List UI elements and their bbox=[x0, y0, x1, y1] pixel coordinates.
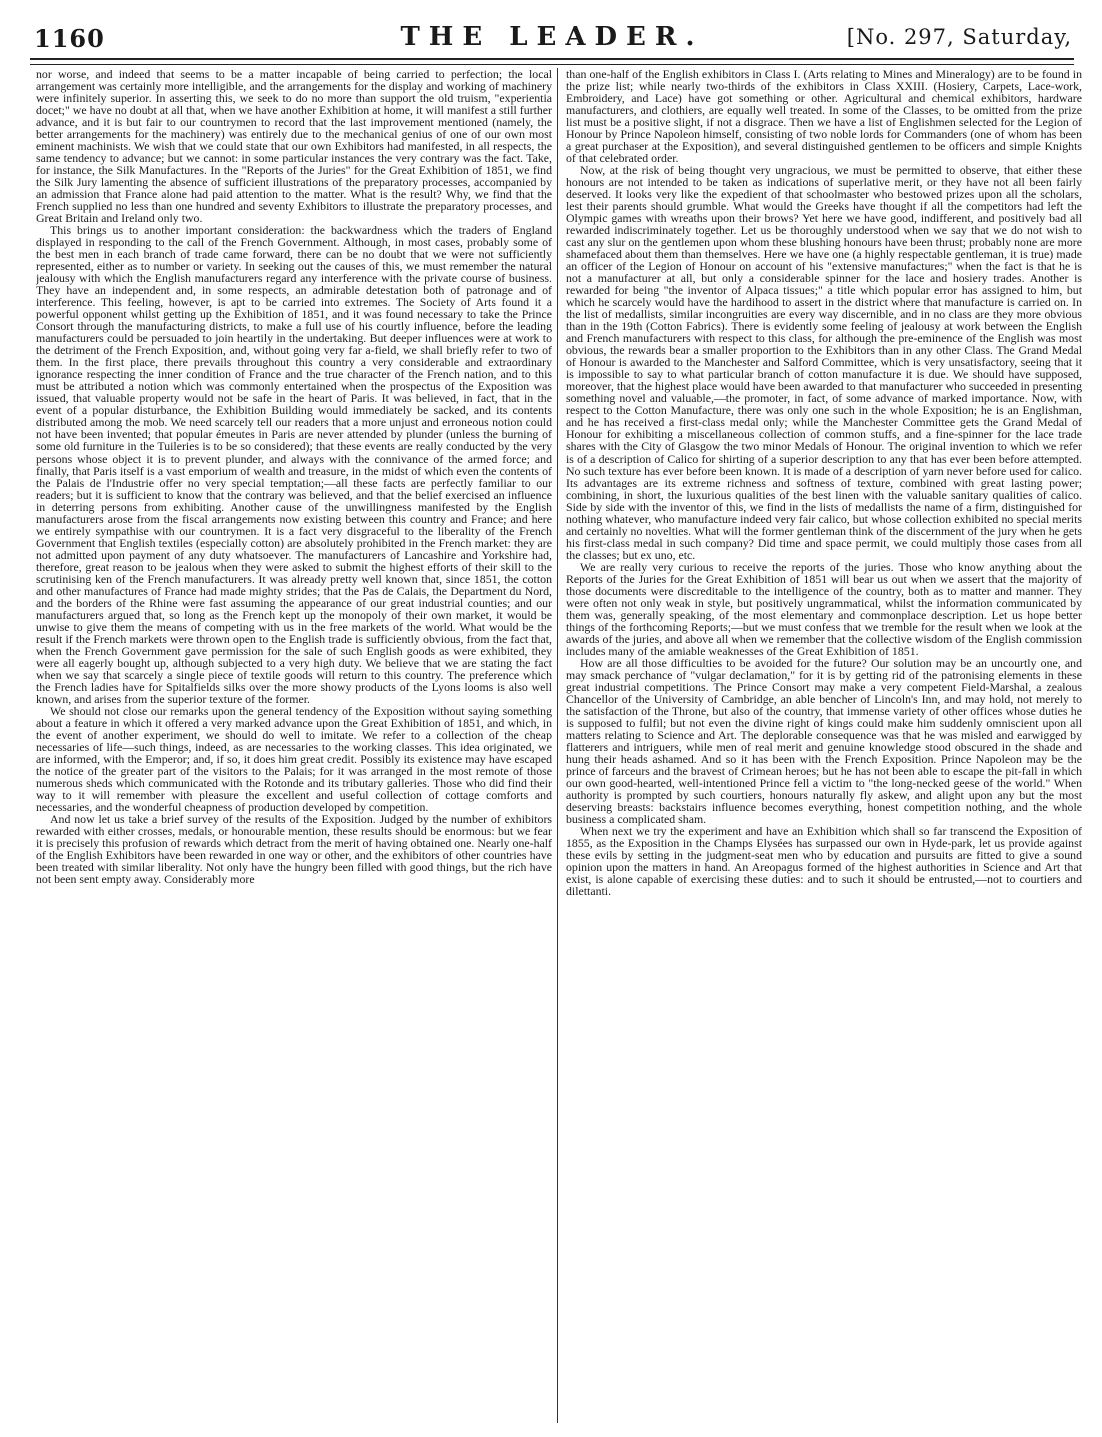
issue-label: [No. 297, Saturday, bbox=[846, 25, 1072, 49]
column-divider bbox=[557, 68, 558, 1423]
article-paragraph: nor worse, and indeed that seems to be a matter incapable of being carried to perfection; the local arrangement was certainly more intelligible, and the arrangements for the display and working of machinery were infinitely superior. In asserting this, we seek to do no more than support the old truism, "experientia docet;" we have no doubt at all that, when we have another Exhibition at home, it will manifest a still further advance, and it is but fair to our countrymen to record that the last improvement mentioned (namely, the better arrangements for the machinery) was entirely due to the mechanical genius of one of our own most eminent machinists. We wish that we could state that our own Exhibitors had manifested, in all respects, the same tendency to advance; but we cannot: in some particular instances the very contrary was the fact. Take, for instance, the Silk Manufactures. In the "Reports of the Juries" for the Great Exhibition of 1851, we find the Silk Jury lamenting the absence of sufficient illustrations of the preparatory processes, accompanied by an admission that France alone had paid attention to the matter. What is the result? Why, we find that the French supplied no less than one hundred and seventy Exhibitors to illustrate the preparatory processes, and Great Britain and Ireland only two. bbox=[36, 68, 552, 226]
article-paragraph: How are all those difficulties to be avoided for the future? Our solution may be an uncourtly one, and may smack perchance of "vulgar declamation," for it is by getting rid of the patronising elements in these great industrial competitions. The Prince Consort may make a very competent Field-Marshal, a zealous Chancellor of the University of Cambridge, an able bencher of Lincoln's Inn, and may hold, not merely to the satisfaction of the Throne, but also of the country, that immense variety of other offices whose duties he is supposed to fulfil; but not even the divine right of kings could make him suddenly omniscient upon all matters relating to Science and Art. The deplorable consequence was that he was misled and earwigged by flatterers and intriguers, while men of real merit and genuine knowledge stood obscured in the shade and hung their heads ashamed. And so it has been with the French Exposition. Prince Napoleon may be the prince of farceurs and the bravest of Crimean heroes; but he has not been able to escape the pit-fall in which our own good-hearted, well-intentioned Prince fell a victim to "the long-necked geese of the world." When authority is prompted by such courtiers, honours naturally fly askew, and alight upon any but the most deserving breasts: backstairs influence becomes everything, honest competition nothing, and the whole business a complicated sham. bbox=[566, 655, 1082, 826]
article-paragraph: We are really very curious to receive the reports of the juries. Those who know anything about the Reports of the Juries for the Great Exhibition of 1851 will bear us out when we assert that the majority of those documents were discreditable to the intelligence of the country, both as to matter and manner. They were often not only weak in style, but positively ungrammatical, whilst the information communicated by them was, generally speaking, of the most elementary and commonplace description. Let us hope better things of the forthcoming Reports;—but we must confess that we tremble for the result when we look at the awards of the juries, and above all when we remember that the collective wisdom of the English commission includes many of the amiable weaknesses of the Great Exhibition of 1851. bbox=[566, 559, 1082, 658]
article-paragraph: Now, at the risk of being thought very ungracious, we must be permitted to observe, that either these honours are not intended to be taken as indications of superlative merit, or they have not all been fairly deserved. It looks very like the expedient of that schoolmaster who bestowed prizes upon all the scholars, lest their parents should grumble. What would the Greeks have thought if all the competitors had left the Olympic games with wreaths upon their brows? Yet here we have good, indifferent, and positively bad all rewarded indiscriminately together. Let us be thoroughly understood when we say that we do not wish to cast any slur on the gentlemen upon whom these blushing honours have been thrust; probably none are more shamefaced about them than themselves. Here we have one (a highly respectable gentleman, it is true) made an officer of the Legion of Honour on account of his "extensive manufactures;" when the fact is that he is not a manufacturer at all, but only a considerable spinner for the lace and hosiery trades. Another is rewarded for being "the inventor of Alpaca tissues;" a title which popular error has assigned to him, but which he scarcely would have the hardihood to assert in the district where that manufacture is carried on. In the list of medallists, similar incongruities are every way discernible, and in no class are they more obvious than in the 19th (Cotton Fabrics). There is evidently some feeling of jealousy at work between the English and French manufacturers with respect to this class, for although the pre-eminence of the English was most obvious, the rewards bear a smaller proportion to the Exhibitors than in any other Class. The Grand Medal of Honour is awarded to the Manchester and Salford Committee, which is very unsatisfactory, seeing that it is impossible to say to what particular branch of cotton manufacture it is due. We should have supposed, moreover, that the highest place would have been awarded to that manufacturer who succeeded in presenting something novel and valuable,—the promoter, in fact, of some advance of marked importance. Now, with respect to the Cotton Manufacture, there was only one such in the whole Exposition; he is an Englishman, and he has received a first-class medal only; while the Manchester Committee gets the Grand Medal of Honour for exhibiting a miscellaneous collection of common stuffs, and a fine-spinner for the lace trade shares with the City of Glasgow the two minor Medals of Honour. The original invention to which we refer is of a description of Calico for shirting of a superior description to any that has ever been before attempted. No such texture has ever before been known. It is made of a description of yarn never before used for calico. Its advantages are its extreme richness and softness of texture, combined with great lasting power; combining, in short, the luxurious qualities of the best linen with the valuable sanitary qualities of calico. Side by side with the inventor of this, we find in the lists of medallists the name of a firm, distinguished for nothing whatever, who manufacture indeed very fair calico, but whose collection exhibited no special merits and certainly no novelties. What will the former gentleman think of the discernment of the jury when he gets his first-class medal in such company? Did time and space permit, we could multiply those cases from all the classes; but ex uno, etc. bbox=[566, 163, 1082, 562]
masthead-title: THE LEADER. bbox=[400, 22, 704, 52]
article-paragraph: than one-half of the English exhibitors in Class I. (Arts relating to Mines and Mineralogy) are to be found in the prize list; while nearly two-thirds of the exhibitors in Class XXIII. (Hosiery, Carpets, Lace-work, Embroidery, and Lace) have got something or other. Agricultural and chemical exhibitors, hardware manufacturers, and clothiers, are equally well treated. In some of the Classes, to be omitted from the prize list must be a positive slight, if not a disgrace. Then we have a list of Englishmen selected for the Legion of Honour by Prince Napoleon himself, consisting of two noble lords for Commanders (one of whom has been a great purchaser at the Exposition), and several distinguished gentlemen to be officers and simple Knights of that celebrated order. bbox=[566, 68, 1082, 166]
article-paragraph: This brings us to another important consideration: the backwardness which the traders of England displayed in responding to the call of the French Government. Although, in most cases, probably some of the best men in each branch of trade came forward, there can be no doubt that we were not sufficiently represented, either as to number or variety. In seeking out the causes of this, we must remember the natural jealousy with which the English manufacturers regard any interference with the private course of business. They have an independent and, in some respects, an admirable detestation both of patronage and of interference. This feeling, however, is apt to be carried into extremes. The Society of Arts found it a powerful opponent whilst getting up the Exhibition of 1851, and it was found necessary to take the Prince Consort through the manufacturing districts, to make a full use of his courtly influence, before the leading manufacturers could be persuaded to join heartily in the undertaking. But deeper influences were at work to the detriment of the French Exposition, and, without going very far a-field, we shall briefly refer to two of them. In the first place, there prevails throughout this country a very considerable and extraordinary ignorance respecting the inner condition of France and the true character of the French nation, and to this must be attributed a notion which was commonly entertained when the prospectus of the Exposition was issued, that valuable property would not be safe in the heart of Paris. It was believed, in fact, that in the event of a popular disturbance, the Exhibition Building would immediately be sacked, and its contents distributed among the mob. We need scarcely tell our readers that a more unjust and erroneous notion could not have been invented; that popular émeutes in Paris are never attended by plunder (unless the burning of some old furniture in the Tuileries is to be so considered); that these events are really conducted by the very persons whose object it is to prevent plunder, and always with the connivance of the armed force; and finally, that Paris itself is a vast emporium of wealth and treasure, in the midst of which even the contents of the Palais de l'Industrie offer no very special temptation;—all these facts are perfectly familiar to our readers; but it is sufficient to know that the contrary was believed, and that the belief exercised an influence in deterring persons from exhibiting. Another cause of the unwillingness manifested by the English manufacturers arose from the fiscal arrangements now existing between this country and France; and here we entirely sympathise with our countrymen. It is a fact very disgraceful to the liberality of the French Government that English textiles (especially cotton) are absolutely prohibited in the French market: they are not admitted upon payment of any duty whatsoever. The manufacturers of Lancashire and Yorkshire had, therefore, great reason to be jealous when they were asked to submit the highest efforts of their skill to the scrutinising ken of the French manufacturers. It was already pretty well known that, since 1851, the cotton and other manufactures of France had made mighty strides; that the Pas de Calais, the Department du Nord, and the borders of the Rhine were fast assuming the appearance of our great industrial counties; and our manufacturers argued that, so long as the French kept up the monopoly of their own market, it would be unwise to give them the means of competing with us in the free markets of the world. What would be the result if the French markets were thrown open to the English trade is sufficiently obvious, from the fact that, when the French Government gave permission for the sale of such English goods as were exhibited, they were all eagerly bought up, although subjected to a very high duty. We believe that we are stating the fact when we say that scarcely a single piece of textile goods will return to this country. The preference which the French ladies have for Spitalfields silks over the more showy products of the Lyons looms is also well known, and arises from the superior texture of the former. bbox=[36, 223, 552, 706]
right-column bbox=[566, 68, 1082, 1423]
page-header bbox=[30, 22, 1074, 56]
left-column bbox=[36, 68, 552, 1423]
header-rule-thin bbox=[30, 64, 1074, 65]
page-number: 1160 bbox=[34, 24, 105, 53]
header-rule bbox=[30, 58, 1074, 60]
article-paragraph: We should not close our remarks upon the general tendency of the Exposition without saying something about a feature in which it offered a very marked advance upon the Great Exhibition of 1851, and which, in the event of another experiment, we should do well to imitate. We refer to a collection of the cheap necessaries of life—such things, indeed, as are necessaries to the working classes. This idea originated, we are informed, with the Emperor; and, if so, it does him great credit. Possibly its existence may have escaped the notice of the greater part of the visitors to the Palais; for it was arranged in the most remote of those numerous sheds which communicated with the Rotonde and its tributary galleries. Those who did find their way to it will remember with pleasure the excellent and useful collection of cottage comforts and necessaries, and the wonderful cheapness of production developed by competition. bbox=[36, 703, 552, 814]
article-paragraph: When next we try the experiment and have an Exhibition which shall so far transcend the Exposition of 1855, as the Exposition in the Champs Elysées has surpassed our own in Hyde-park, let us provide against these evils by setting in the judgment-seat men who by education and pursuits are fitted to give a sound opinion upon the matters in hand. An Areopagus formed of the highest authorities in Science and Art that exist, is alone capable of exercising these duties: and to such it should be entrusted,—not to courtiers and dilettanti. bbox=[566, 823, 1082, 899]
article-paragraph: And now let us take a brief survey of the results of the Exposition. Judged by the number of exhibitors rewarded with either crosses, medals, or honourable mention, these results should be enormous: but we fear it is precisely this profusion of rewards which detract from the merit of having obtained one. Nearly one-half of the English Exhibitors have been rewarded in one way or other, and the exhibitors of other countries have been treated with similar liberality. Not only have the hungry been filled with good things, but the rich have not been sent empty away. Considerably more bbox=[36, 811, 552, 887]
